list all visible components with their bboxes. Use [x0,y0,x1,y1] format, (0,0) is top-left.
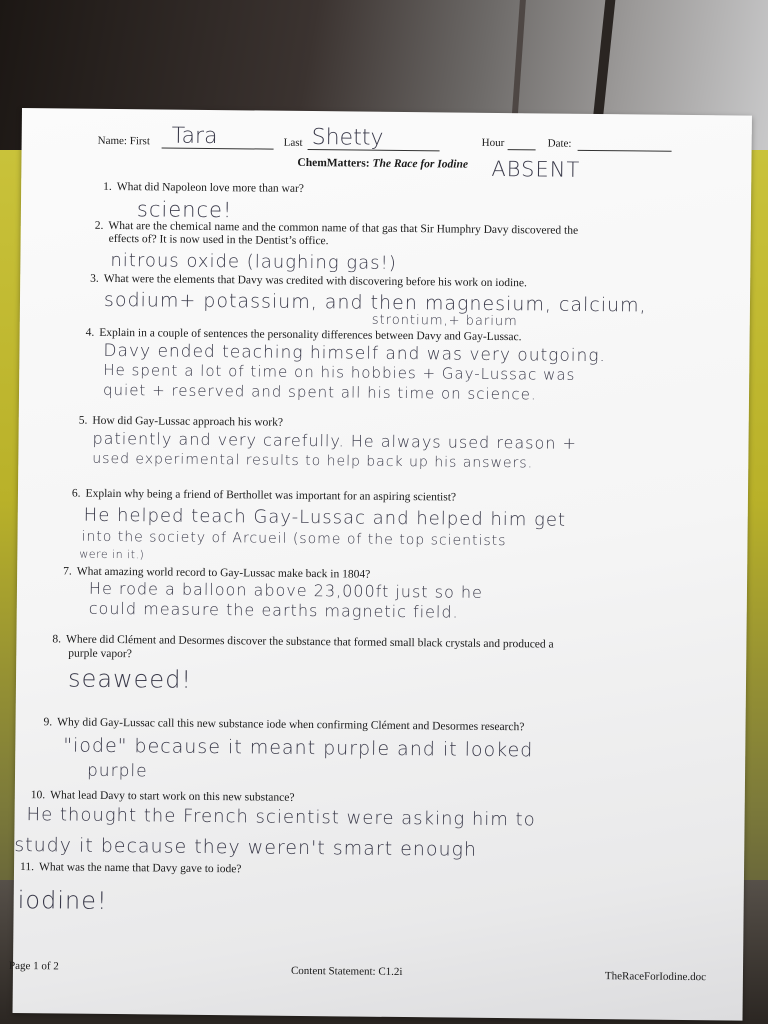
first-name-value: Tara [171,123,218,150]
answer-11: iodine! [17,885,108,915]
question-11: 11. What was the name that Davy gave to iode? [19,861,242,876]
answer-4-line-3: quiet + reserved and spent all his time on science. [102,380,537,404]
last-name-label: Last [283,136,303,149]
answer-10-line-1: He thought the French scientist were asking him to [26,804,536,831]
answer-6-line-3: were in it.) [79,547,145,562]
answer-7-line-2: could measure the earths magnetic field. [88,598,459,622]
question-6: 6. Explain why being a friend of Berthollet was important for an aspiring scientist? [71,487,457,504]
absent-note: ABSENT [491,156,581,182]
answer-4-line-2: He spent a lot of time on his hobbies + Gay-Lussac was [103,360,576,384]
answer-5-line-1: patiently and very carefully. He always used reason + [92,428,578,453]
content-statement: Content Statement: C1.2i [290,964,403,979]
question-5: 5. How did Gay-Lussac approach his work? [78,414,284,429]
answer-10-line-2: study it because they weren't smart enough [14,833,478,861]
file-name: TheRaceForIodine.doc [604,970,707,984]
answer-6-line-1: He helped teach Gay-Lussac and helped him get [83,504,567,531]
answer-5-line-2: used experimental results to help back up his answers. [92,450,534,472]
answer-2: nitrous oxide (laughing gas!) [110,249,397,274]
answer-7-line-1: He rode a balloon above 23,000ft just so he [88,578,483,602]
answer-8: seaweed! [67,664,193,694]
question-2: 2. What are the chemical name and the common name of that gas that Sir Humphry Davy discovered the [94,219,579,237]
question-3: 3. What were the elements that Davy was credited with discovering before his work on iodine. [90,272,528,290]
answer-1: science! [136,197,233,223]
question-8: 8. Where did Clément and Desormes discover the substance that formed small black crystals and produced a [52,633,554,651]
hour-line [508,149,536,150]
hour-label: Hour [481,136,505,150]
answer-3-line-1: sodium+ potassium, and then magnesium, calcium, [103,288,647,317]
worksheet-title: ChemMatters: The Race for Iodine [297,156,469,171]
question-10: 10. What lead Davy to start work on this new substance? [30,789,295,804]
question-9: 9. Why did Gay-Lussac call this new substance iode when confirming Clément and Desormes research? [43,716,525,734]
answer-9-line-1: "iode" because it meant purple and it looked [63,734,534,762]
date-label: Date: [547,137,572,150]
page-number: Page 1 of 2 [8,959,59,973]
last-name-value: Shetty [311,125,384,151]
question-4: 4. Explain in a couple of sentences the personality differences between Davy and Gay-Lussac. [85,326,522,344]
answer-4-line-1: Davy ended teaching himself and was very outgoing. [103,340,606,367]
answer-3-line-2: strontium,+ barium [371,312,518,330]
worksheet-paper [8,108,752,1021]
question-7: 7. What amazing world record to Gay-Lussac make back in 1804? [63,565,371,581]
question-1: 1. What did Napoleon love more than war? [103,180,304,195]
answer-9-line-2: purple [86,760,148,782]
answer-6-line-2: into the society of Arcueil (some of the top scientists [81,528,507,550]
first-name-label: Name: First [97,134,150,148]
question-8-line-2: purple vapor? [68,647,132,661]
question-2-line-2: effects of? It is now used in the Dentist’s office. [108,232,329,248]
date-line [578,150,672,152]
